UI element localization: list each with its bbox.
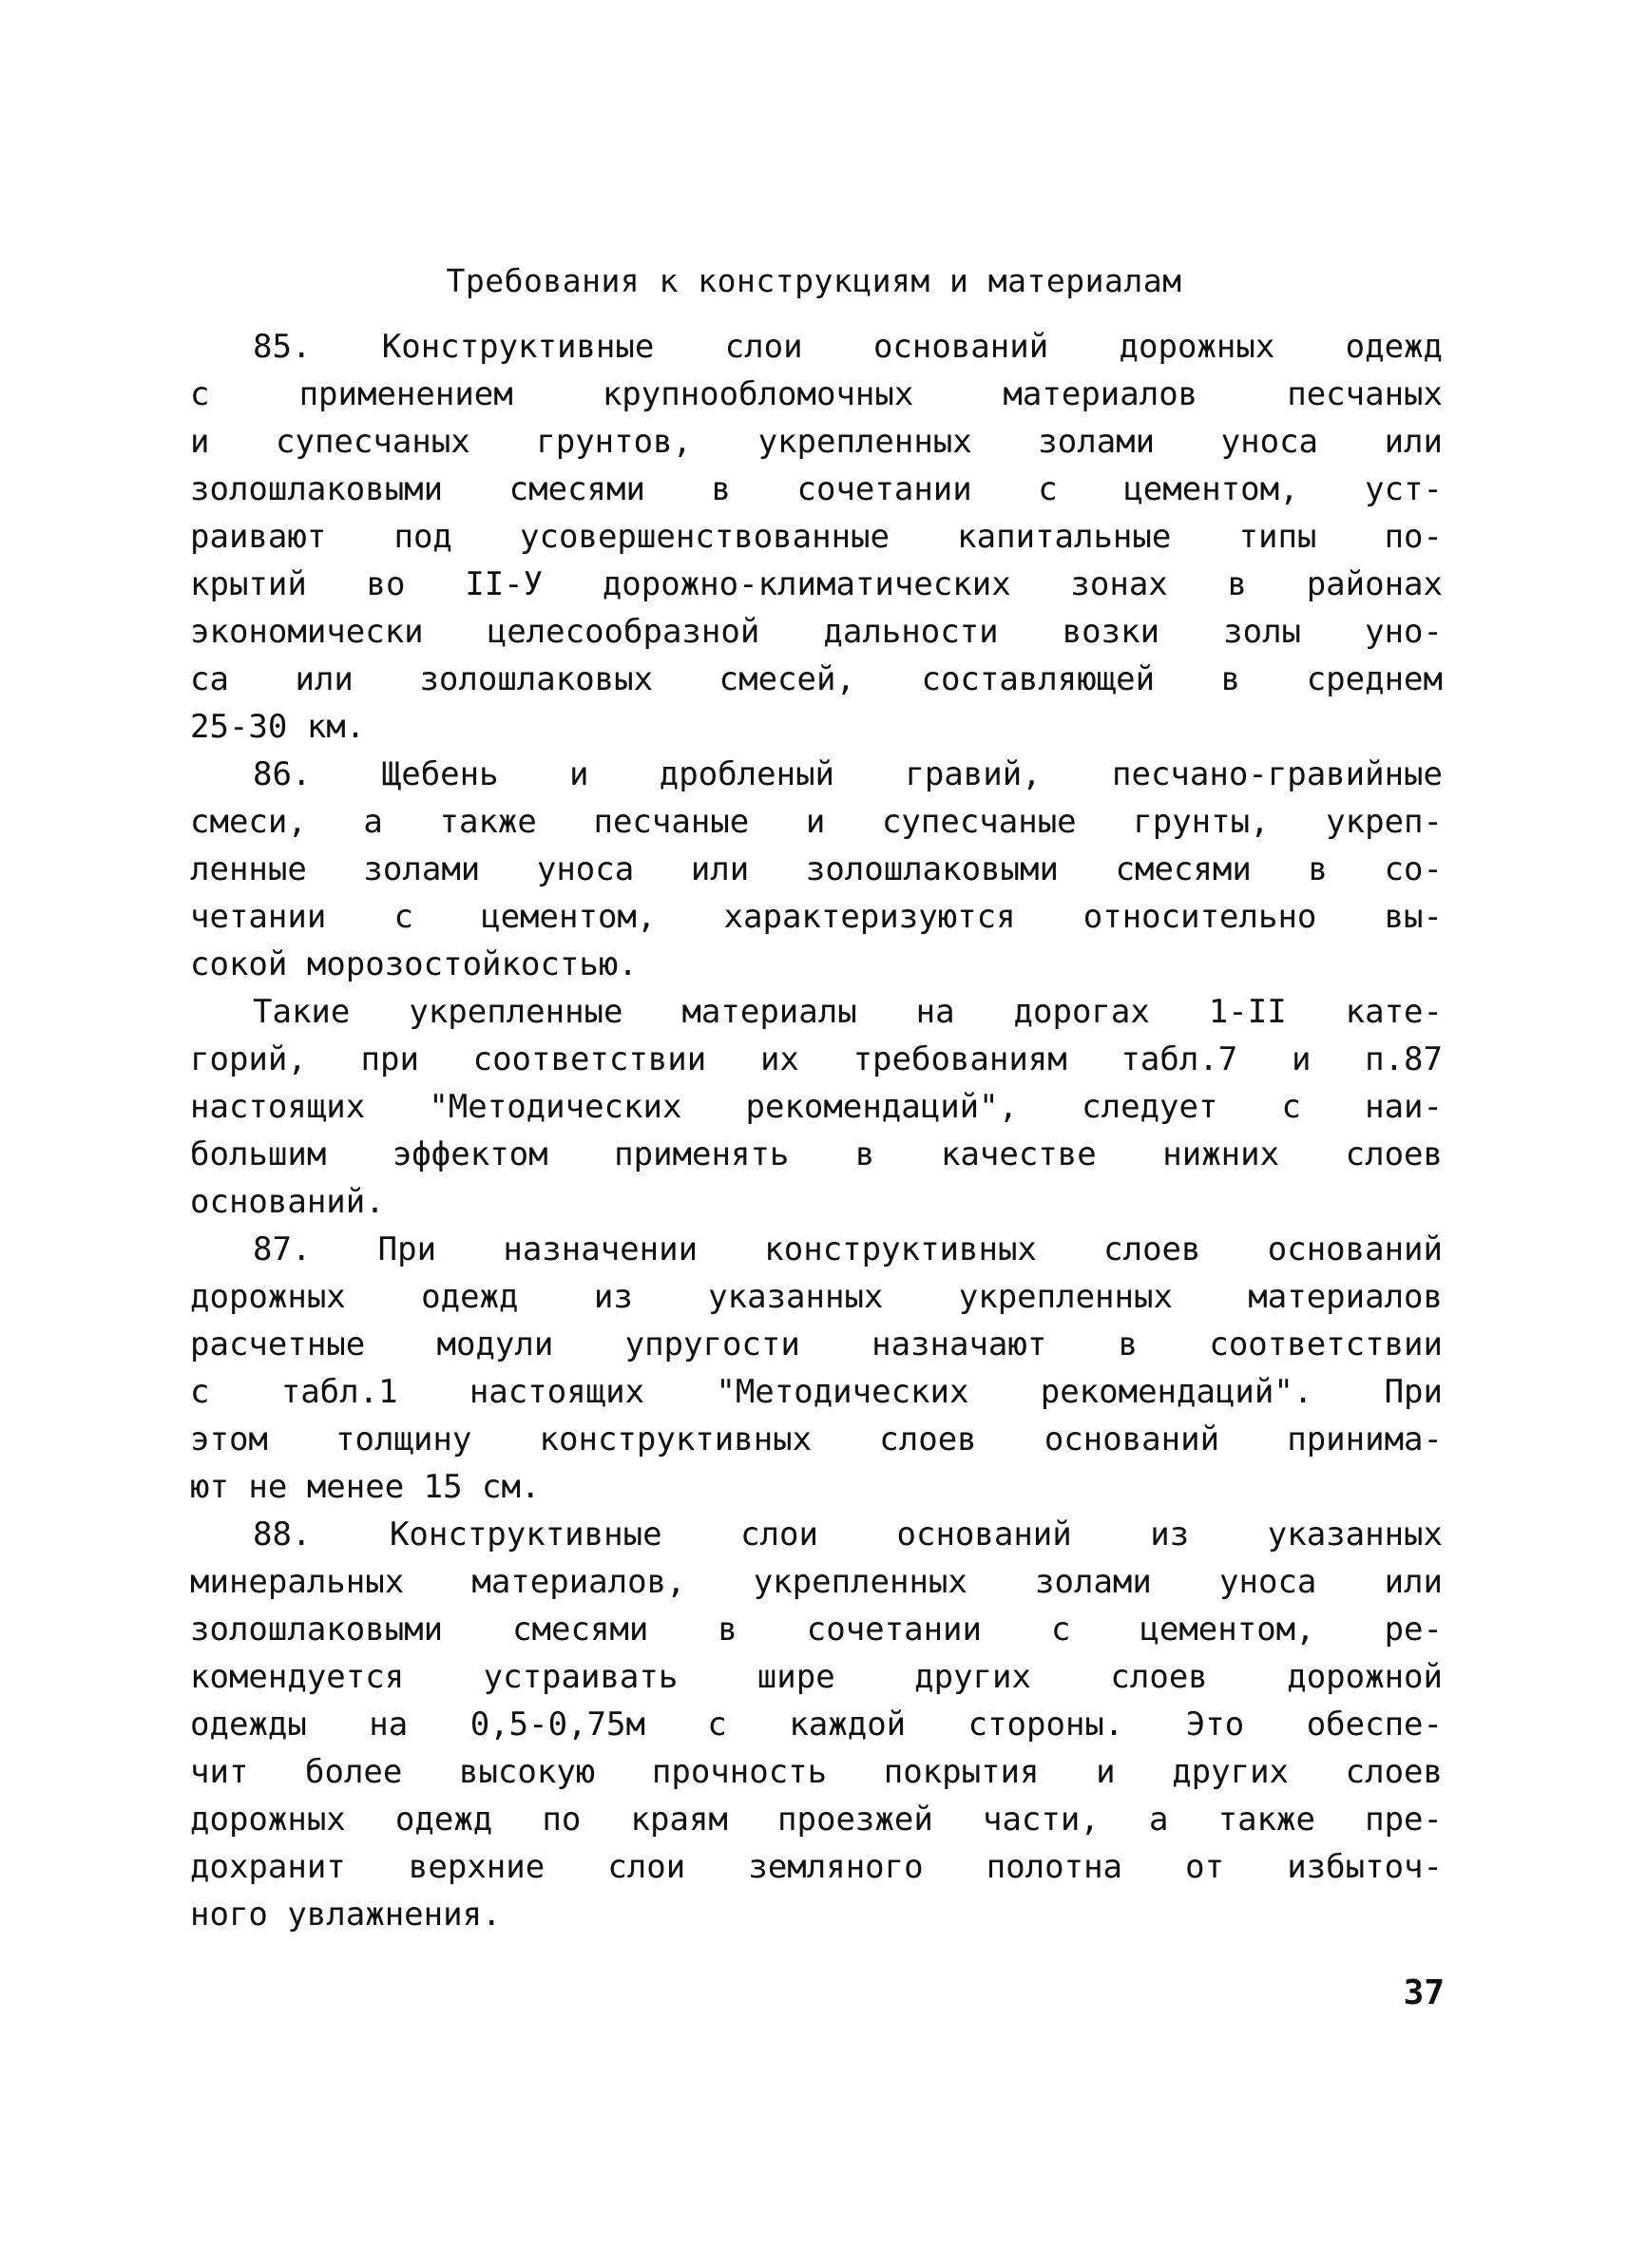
text-line: горий, при соответствии их требованиям табл.7 и п.87 [190, 1040, 1443, 1078]
text-line: большим эффектом применять в качестве нижних слоев [190, 1135, 1443, 1173]
text-line: дорожных одежд по краям проезжей части, а также пре- [190, 1801, 1443, 1839]
text-line: расчетные модули упругости назначают в соответствии [190, 1325, 1443, 1363]
text-line: 87. При назначении конструктивных слоев оснований [253, 1230, 1443, 1268]
text-line: дорожных одежд из указанных укрепленных материалов [190, 1278, 1443, 1316]
section-heading: Требования к конструкциям и материалам [446, 262, 1182, 299]
text-line: 25-30 км. [190, 708, 366, 746]
text-line: ного увлажнения. [190, 1896, 502, 1934]
text-line: и супесчаных грунтов, укрепленных золами уноса или [190, 423, 1443, 461]
text-line: Такие укрепленные материалы на дорогах 1-II кате- [253, 993, 1443, 1031]
paragraph-materials-usage [190, 988, 1443, 1226]
text-line: комендуется устраивать шире других слоев дорожной [190, 1658, 1443, 1696]
text-line: оснований. [190, 1183, 385, 1221]
paragraph-86 [190, 751, 1443, 988]
text-line: смеси, а также песчаные и супесчаные грунты, укреп- [190, 803, 1443, 841]
paragraph-87 [190, 1226, 1443, 1511]
text-line: золошлаковыми смесями в сочетании с цементом, ре- [190, 1610, 1443, 1649]
text-line: настоящих "Методических рекомендаций", следует с наи- [190, 1088, 1443, 1126]
text-line: этом толщину конструктивных слоев оснований принима- [190, 1420, 1443, 1458]
text-line: золошлаковыми смесями в сочетании с цементом, уст- [190, 470, 1443, 508]
text-line: экономически целесообразной дальности возки золы уно- [190, 613, 1443, 651]
text-line: са или золошлаковых смесей, составляющей в среднем [190, 660, 1443, 698]
text-line: сокой морозостойкостью. [190, 945, 638, 983]
text-line: с табл.1 настоящих "Методических рекомендаций". При [190, 1373, 1443, 1411]
paragraph-88 [190, 1511, 1443, 1938]
text-line: одежды на 0,5-0,75м с каждой стороны. Это обеспе- [190, 1706, 1443, 1744]
page-number: 37 [1403, 1973, 1445, 2012]
text-line: минеральных материалов, укрепленных золами уноса или [190, 1563, 1443, 1601]
text-line: 85. Конструктивные слои оснований дорожных одежд [253, 328, 1443, 366]
text-line: дохранит верхние слои земляного полотна от избыточ- [190, 1848, 1443, 1886]
text-line: чит более высокую прочность покрытия и других слоев [190, 1753, 1443, 1791]
text-line: 86. Щебень и дробленый гравий, песчано-гравийные [253, 755, 1443, 793]
text-line: ют не менее 15 см. [190, 1468, 541, 1506]
text-line: 88. Конструктивные слои оснований из указанных [253, 1515, 1443, 1553]
text-line: ленные золами уноса или золошлаковыми смесями в со- [190, 850, 1443, 888]
text-line: четании с цементом, характеризуются относительно вы- [190, 898, 1443, 936]
body-text [190, 323, 1443, 1938]
text-line: с применением крупнообломочных материалов песчаных [190, 375, 1443, 413]
text-line: раивают под усовершенствованные капитальные типы по- [190, 518, 1443, 556]
paragraph-85 [190, 323, 1443, 751]
text-line: крытий во II-У дорожно-климатических зонах в районах [190, 565, 1443, 603]
